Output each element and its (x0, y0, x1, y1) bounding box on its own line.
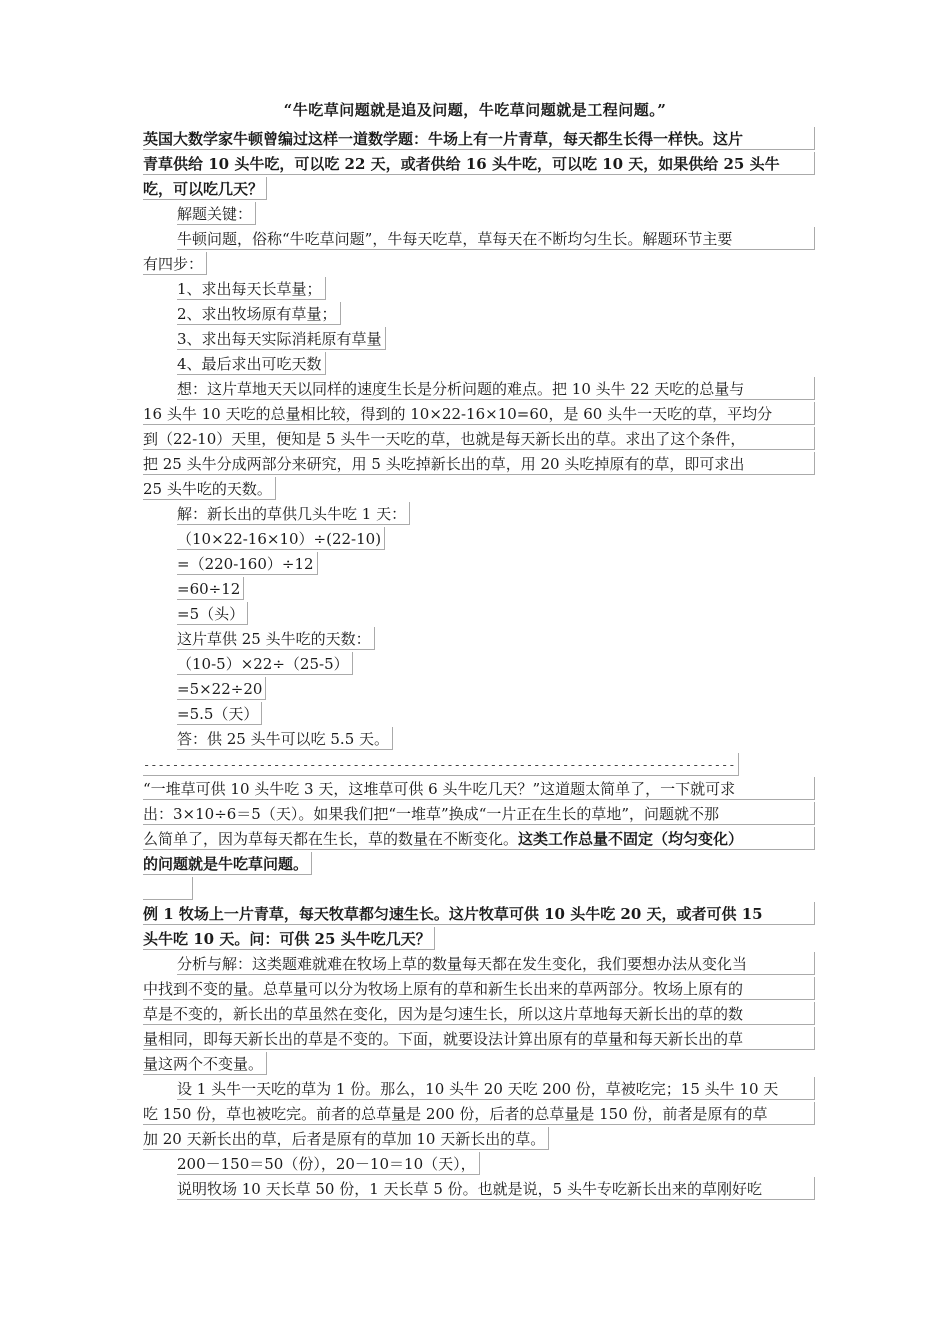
text-line (143, 1177, 815, 1202)
text-line-content (177, 1077, 815, 1100)
text-line-content (177, 727, 393, 750)
text-line (143, 402, 815, 427)
text-line-content (143, 902, 815, 925)
text-line (143, 1102, 815, 1127)
text-run: 设 1 头牛一天吃的草为 1 份。那么，10 头牛 20 天吃 200 份，草被吃完；15 头牛 10 天 (177, 1080, 779, 1098)
text-line-content (143, 1127, 549, 1150)
text-run: ---------------------------------------------------------------------------------- (143, 758, 736, 772)
text-line (143, 827, 815, 852)
text-run: 分析与解：这类题难就难在牧场上草的数量每天都在发生变化，我们要想办法从变化当 (177, 955, 748, 973)
text-line (143, 552, 815, 577)
text-line-content (177, 302, 341, 325)
text-line (143, 777, 815, 802)
text-line-content (143, 777, 815, 800)
text-line-content (177, 677, 266, 700)
text-run: 说明牧场 10 天长草 50 份，1 天长草 5 份。也就是说，5 头牛专吃新长出来的草刚好吃 (177, 1180, 762, 1198)
text-run: 这片草供 25 头牛吃的天数： (177, 630, 371, 648)
text-run: 出：3×10÷6＝5（天）。如果我们把“一堆草”换成“一片正在生长的草地”，问题就不那 (143, 805, 720, 823)
text-line-content (143, 477, 276, 500)
text-line (143, 1152, 815, 1177)
text-line (143, 277, 815, 302)
text-line-content (143, 927, 435, 950)
text-line (143, 502, 815, 527)
text-line-content (177, 277, 326, 300)
text-line-content (177, 327, 386, 350)
text-line-content (143, 1102, 815, 1125)
text-line-content (177, 1177, 815, 1200)
text-run: =5（头） (177, 605, 245, 623)
text-line (143, 977, 815, 1002)
bold-text-run: 这类工作总量不固定（均匀变化） (518, 830, 744, 848)
text-run: =5×22÷20 (177, 680, 263, 698)
text-run: 4、最后求出可吃天数 (177, 355, 322, 373)
text-line-content (143, 1027, 815, 1050)
text-line (143, 927, 815, 952)
text-run: 1、求出每天长草量； (177, 280, 322, 298)
text-line (143, 227, 815, 252)
text-line (143, 1127, 815, 1152)
text-line (143, 877, 815, 902)
text-line-content (143, 852, 312, 875)
text-line-content (177, 227, 815, 250)
text-run: =5.5（天） (177, 705, 259, 723)
text-run: （10-5）×22÷（25-5） (177, 655, 349, 673)
text-line-content (177, 527, 385, 550)
text-line-content (143, 753, 739, 776)
text-line (143, 477, 815, 502)
text-line (143, 377, 815, 402)
text-line (143, 952, 815, 977)
text-line (143, 627, 815, 652)
text-line (143, 302, 815, 327)
text-line-content (143, 402, 815, 425)
text-run: 草是不变的，新长出的草虽然在变化，因为是匀速生长，所以这片草地每天新长出的草的数 (143, 1005, 744, 1023)
text-line (143, 902, 815, 927)
text-run: 的问题就是牛吃草问题。 (143, 855, 309, 873)
text-line-content (143, 877, 193, 900)
text-line (143, 752, 815, 777)
text-run: 吃 150 份，草也被吃完。前者的总草量是 200 份，后者的总草量是 150 份，前者是原有的草 (143, 1105, 768, 1123)
text-line (143, 577, 815, 602)
text-run: 16 头牛 10 天吃的总量相比较，得到的 10×22-16×10=60，是 60 头牛一天吃的草，平均分 (143, 405, 773, 423)
text-run: “一堆草可供 10 头牛吃 3 天，这堆草可供 6 头牛吃几天？”这道题太简单了，一下就可求 (143, 780, 736, 798)
text-line-content (177, 577, 244, 600)
text-run: 中找到不变的量。总草量可以分为牧场上原有的草和新生长出来的草两部分。牧场上原有的 (143, 980, 744, 998)
text-line-content (177, 652, 353, 675)
text-line-content (143, 152, 815, 175)
text-line-content (143, 977, 815, 1000)
text-line-content (143, 802, 815, 825)
text-line-content (143, 427, 815, 450)
text-line-content (177, 627, 375, 650)
document-body (143, 127, 815, 1202)
text-line (143, 1002, 815, 1027)
text-line (143, 527, 815, 552)
text-line (143, 602, 815, 627)
text-line (143, 252, 815, 277)
text-line-content (177, 702, 262, 725)
text-run: 到（22-10）天里，便知是 5 头牛一天吃的草，也就是每天新长出的草。求出了这个条件， (143, 430, 746, 448)
text-line (143, 1027, 815, 1052)
text-line (143, 652, 815, 677)
text-run: 200－150＝50（份），20－10＝10（天）， (177, 1155, 476, 1173)
text-line-content (177, 202, 256, 225)
text-run: 把 25 头牛分成两部分来研究，用 5 头吃掉新长出的草，用 20 头吃掉原有的草，即可求出 (143, 455, 745, 473)
text-line (143, 452, 815, 477)
text-run: 有四步： (143, 255, 204, 273)
text-run: 2、求出牧场原有草量； (177, 305, 337, 323)
text-line (143, 327, 815, 352)
text-line-content (177, 552, 318, 575)
text-line (143, 1077, 815, 1102)
text-line-content (143, 827, 815, 850)
text-run: 头牛吃 10 天。问：可供 25 头牛吃几天？ (143, 930, 431, 948)
text-line (143, 727, 815, 752)
text-line-content (143, 1052, 267, 1075)
text-run: 牛顿问题，俗称“牛吃草问题”，牛每天吃草，草每天在不断均匀生长。解题环节主要 (177, 230, 733, 248)
text-line (143, 677, 815, 702)
text-line (143, 202, 815, 227)
text-run: 青草供给 10 头牛吃，可以吃 22 天，或者供给 16 头牛吃，可以吃 10 天，如果供给 25 头牛 (143, 155, 780, 173)
text-line-content (177, 952, 815, 975)
text-run: 解：新长出的草供几头牛吃 1 天： (177, 505, 407, 523)
text-line-content (143, 1002, 815, 1025)
text-run: 英国大数学家牛顿曾编过这样一道数学题：牛场上有一片青草，每天都生长得一样快。这片 (143, 130, 744, 148)
text-run: 答：供 25 头牛可以吃 5.5 天。 (177, 730, 390, 748)
page-title: “牛吃草问题就是追及问题，牛吃草问题就是工程问题。” (283, 101, 667, 119)
text-line-content (177, 1152, 480, 1175)
text-line-content (143, 127, 815, 150)
text-line (143, 427, 815, 452)
text-run: 么简单了，因为草每天都在生长，草的数量在不断变化。 (143, 830, 519, 848)
text-line (143, 127, 815, 152)
text-line (143, 177, 815, 202)
text-line-content (177, 352, 326, 375)
text-run: 量这两个不变量。 (143, 1055, 264, 1073)
text-run: 25 头牛吃的天数。 (143, 480, 272, 498)
text-line (143, 152, 815, 177)
text-line-content (143, 252, 207, 275)
text-run: 想：这片草地天天以同样的速度生长是分析问题的难点。把 10 头牛 22 天吃的总量与 (177, 380, 745, 398)
text-run: =（220-160）÷12 (177, 555, 314, 573)
text-line-content (177, 602, 248, 625)
text-line (143, 852, 815, 877)
text-line-content (177, 377, 815, 400)
text-line-content (143, 177, 267, 200)
text-line (143, 352, 815, 377)
text-run: 量相同，即每天新长出的草是不变的。下面，就要设法计算出原有的草量和每天新长出的草 (143, 1030, 744, 1048)
text-run: 加 20 天新长出的草，后者是原有的草加 10 天新长出的草。 (143, 1130, 546, 1148)
text-line (143, 702, 815, 727)
text-line (143, 802, 815, 827)
text-run: 3、求出每天实际消耗原有草量 (177, 330, 382, 348)
text-run: （10×22-16×10）÷(22-10) (177, 530, 382, 548)
text-run: 解题关键： (177, 205, 253, 223)
text-line-content (143, 452, 815, 475)
text-run: 例 1 牧场上一片青草，每天牧草都匀速生长。这片牧草可供 10 头牛吃 20 天，或者可供 15 (143, 905, 763, 923)
text-run: 吃，可以吃几天？ (143, 180, 264, 198)
text-line (143, 1052, 815, 1077)
text-line-content (177, 502, 410, 525)
text-run: =60÷12 (177, 580, 241, 598)
